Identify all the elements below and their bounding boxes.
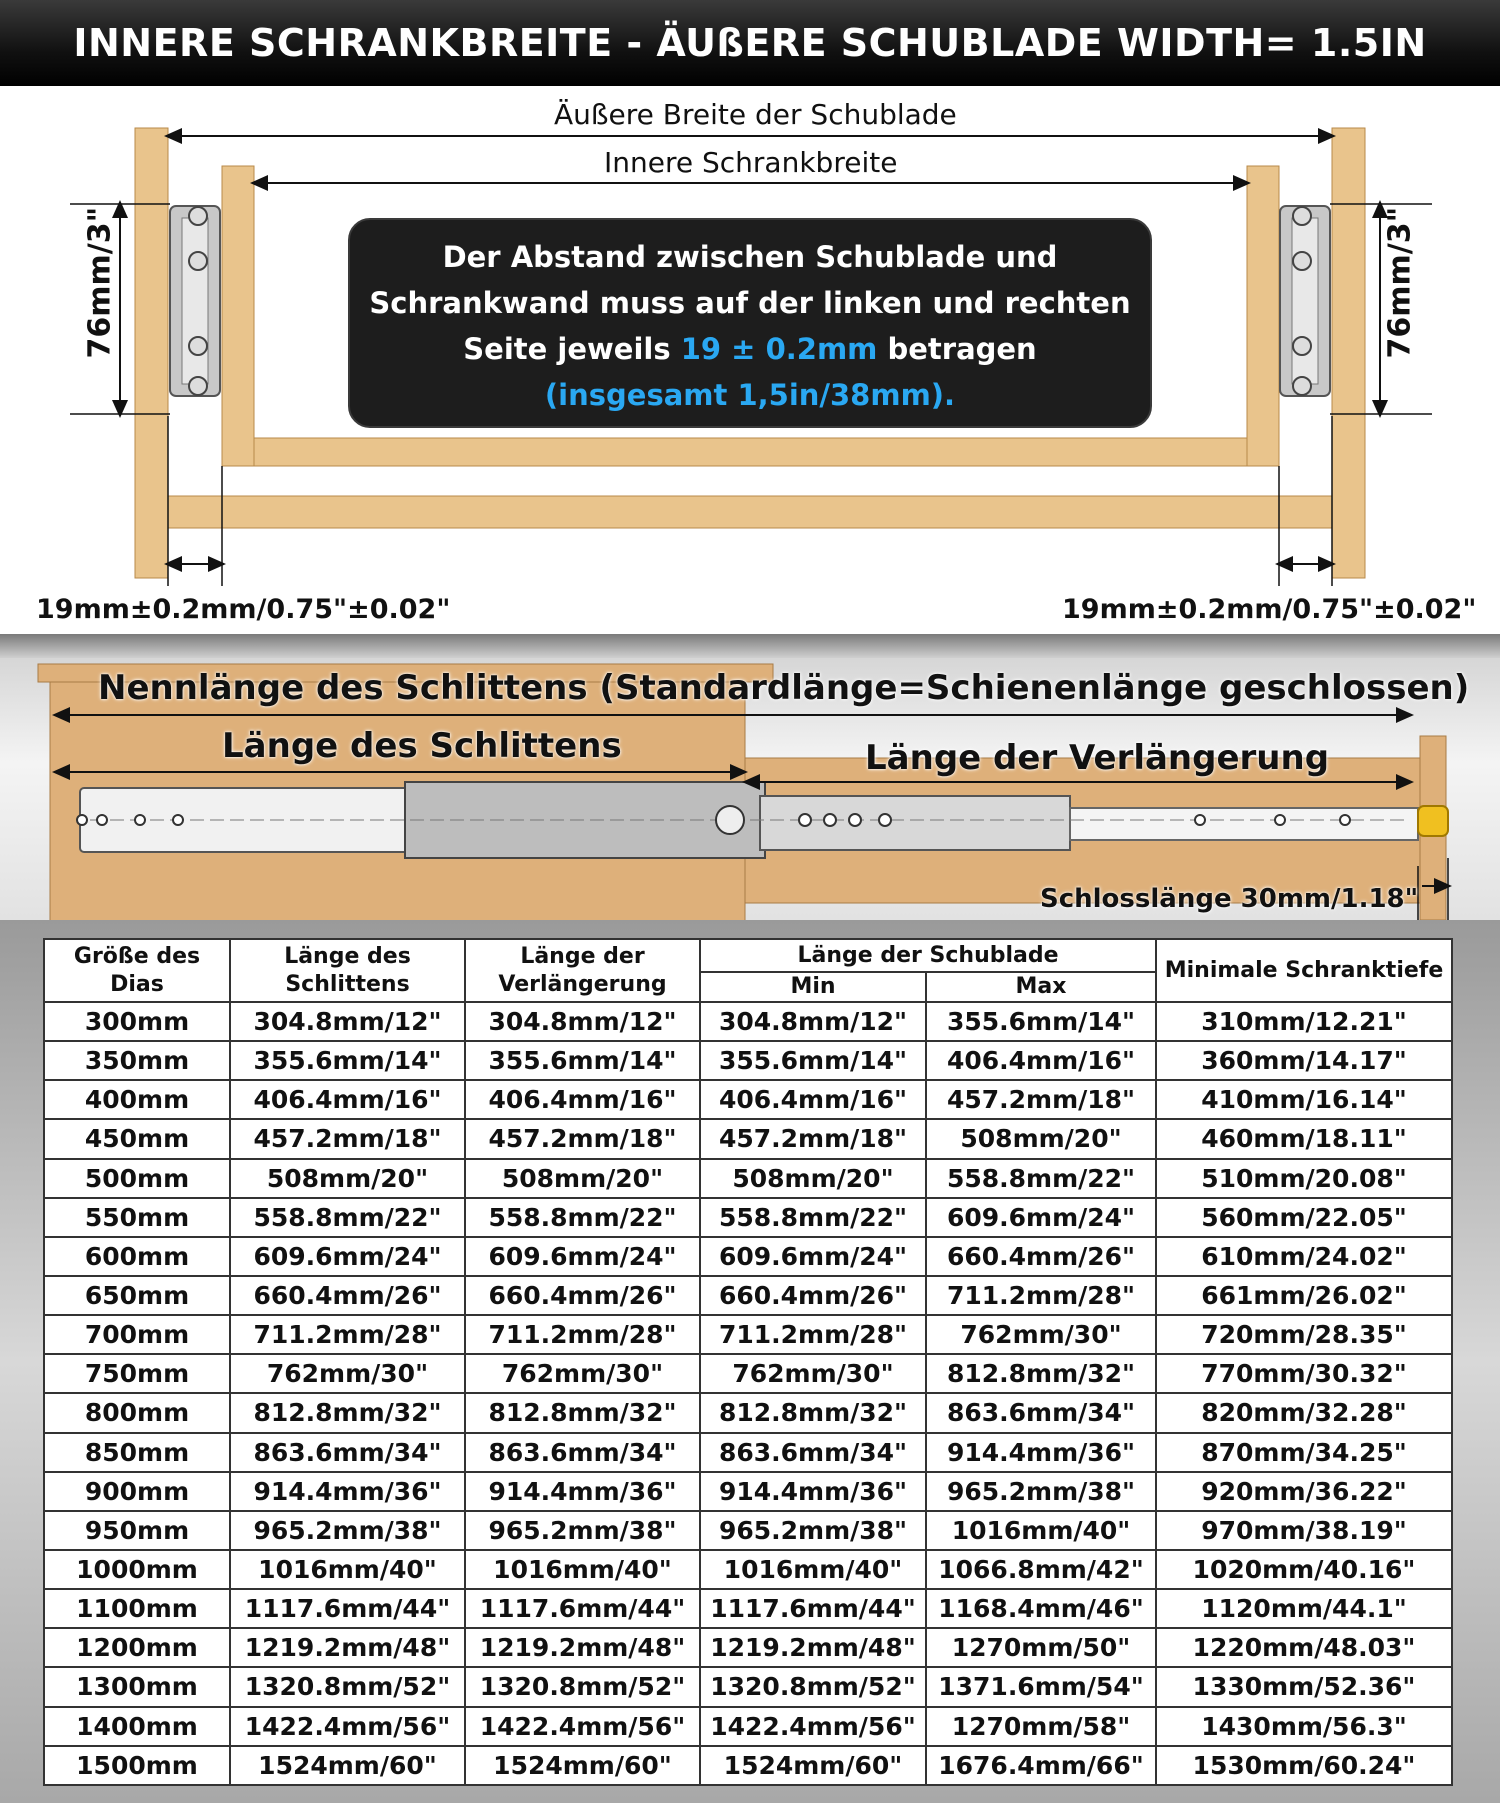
- notice-line-1: Der Abstand zwischen Schublade und: [442, 240, 1058, 274]
- cell-drawer-min: 1320.8mm/52": [700, 1667, 926, 1706]
- cell-cabinet-depth: 1020mm/40.16": [1156, 1550, 1452, 1589]
- right-gap-label: 19mm±0.2mm/0.75"±0.02": [1062, 594, 1477, 625]
- cell-drawer-max: 812.8mm/32": [926, 1354, 1156, 1393]
- cell-extension: 1320.8mm/52": [465, 1667, 700, 1706]
- cell-extension: 965.2mm/38": [465, 1511, 700, 1550]
- table-row: [44, 1667, 1452, 1706]
- cell-slide-length: 558.8mm/22": [230, 1198, 465, 1237]
- table-row: [44, 1354, 1452, 1393]
- cell-slide-length: 863.6mm/34": [230, 1433, 465, 1472]
- cell-cabinet-depth: 310mm/12.21": [1156, 1002, 1452, 1041]
- cell-cabinet-depth: 661mm/26.02": [1156, 1276, 1452, 1315]
- cell-drawer-min: 508mm/20": [700, 1159, 926, 1198]
- cell-drawer-min: 1117.6mm/44": [700, 1589, 926, 1628]
- cell-size: 800mm: [44, 1393, 230, 1432]
- cabinet-bottom: [168, 496, 1332, 528]
- cell-slide-length: 914.4mm/36": [230, 1472, 465, 1511]
- cell-cabinet-depth: 770mm/30.32": [1156, 1354, 1452, 1393]
- right-slide-rail: [1280, 206, 1330, 396]
- header-min: Min: [700, 972, 926, 1002]
- notice-gap-value: 19 ± 0.2mm: [680, 332, 878, 366]
- outer-width-label: Äußere Breite der Schublade: [550, 98, 961, 131]
- extension-rail: [1070, 808, 1418, 840]
- cell-extension: 762mm/30": [465, 1354, 700, 1393]
- banner-title: INNERE SCHRANKBREITE - ÄUßERE SCHUBLADE WIDTH= 1.5IN: [73, 21, 1427, 65]
- cell-cabinet-depth: 1430mm/56.3": [1156, 1707, 1452, 1746]
- cell-slide-length: 508mm/20": [230, 1159, 465, 1198]
- cell-drawer-max: 965.2mm/38": [926, 1472, 1156, 1511]
- cell-drawer-min: 304.8mm/12": [700, 1002, 926, 1041]
- notice-line-4: (insgesamt 1,5in/38mm).: [544, 378, 956, 412]
- cell-cabinet-depth: 1220mm/48.03": [1156, 1628, 1452, 1667]
- cell-drawer-max: 711.2mm/28": [926, 1276, 1156, 1315]
- table-row: [44, 1198, 1452, 1237]
- cell-slide-length: 762mm/30": [230, 1354, 465, 1393]
- cell-cabinet-depth: 510mm/20.08": [1156, 1159, 1452, 1198]
- left-slide-rail: [170, 206, 220, 396]
- cell-cabinet-depth: 720mm/28.35": [1156, 1315, 1452, 1354]
- spec-table: [43, 938, 1453, 1786]
- notice-line-2: Schrankwand muss auf der linken und rechten: [369, 286, 1131, 320]
- section-separator: [0, 634, 1500, 658]
- cell-drawer-min: 863.6mm/34": [700, 1433, 926, 1472]
- cell-cabinet-depth: 970mm/38.19": [1156, 1511, 1452, 1550]
- right-cabinet-wall: [1332, 128, 1365, 578]
- cell-drawer-max: 863.6mm/34": [926, 1393, 1156, 1432]
- cell-extension: 863.6mm/34": [465, 1433, 700, 1472]
- cell-drawer-min: 660.4mm/26": [700, 1276, 926, 1315]
- cell-slide-length: 812.8mm/32": [230, 1393, 465, 1432]
- cell-cabinet-depth: 920mm/36.22": [1156, 1472, 1452, 1511]
- extension-length-label: Länge der Verlängerung: [865, 738, 1330, 778]
- cell-drawer-min: 355.6mm/14": [700, 1041, 926, 1080]
- cell-cabinet-depth: 1330mm/52.36": [1156, 1667, 1452, 1706]
- left-cabinet-wall: [135, 128, 168, 578]
- cell-extension: 812.8mm/32": [465, 1393, 700, 1432]
- cell-drawer-min: 1016mm/40": [700, 1550, 926, 1589]
- cell-size: 1200mm: [44, 1628, 230, 1667]
- cell-size: 1000mm: [44, 1550, 230, 1589]
- cell-size: 600mm: [44, 1237, 230, 1276]
- cell-drawer-max: 558.8mm/22": [926, 1159, 1156, 1198]
- cell-slide-length: 1016mm/40": [230, 1550, 465, 1589]
- header-extension: Länge der Verlängerung: [465, 939, 700, 1002]
- cell-drawer-min: 1219.2mm/48": [700, 1628, 926, 1667]
- cell-extension: 609.6mm/24": [465, 1237, 700, 1276]
- header-slide-length: Länge des Schlittens: [230, 939, 465, 1002]
- cell-cabinet-depth: 360mm/14.17": [1156, 1041, 1452, 1080]
- table-row: [44, 1589, 1452, 1628]
- cell-slide-length: 711.2mm/28": [230, 1315, 465, 1354]
- cell-slide-length: 1117.6mm/44": [230, 1589, 465, 1628]
- cell-slide-length: 1320.8mm/52": [230, 1667, 465, 1706]
- cell-drawer-max: 762mm/30": [926, 1315, 1156, 1354]
- cell-size: 650mm: [44, 1276, 230, 1315]
- cell-cabinet-depth: 410mm/16.14": [1156, 1080, 1452, 1119]
- cell-cabinet-depth: 1530mm/60.24": [1156, 1746, 1452, 1785]
- table-row: [44, 1276, 1452, 1315]
- cell-extension: 304.8mm/12": [465, 1002, 700, 1041]
- cell-size: 1400mm: [44, 1707, 230, 1746]
- cell-drawer-min: 558.8mm/22": [700, 1198, 926, 1237]
- cell-cabinet-depth: 560mm/22.05": [1156, 1198, 1452, 1237]
- cell-slide-length: 1219.2mm/48": [230, 1628, 465, 1667]
- table-row: [44, 1746, 1452, 1785]
- table-row: [44, 1119, 1452, 1158]
- cell-drawer-max: 1016mm/40": [926, 1511, 1156, 1550]
- cell-drawer-max: 609.6mm/24": [926, 1198, 1156, 1237]
- left-height-label: 76mm/3": [82, 206, 118, 359]
- table-row: [44, 1393, 1452, 1432]
- table-row: [44, 1002, 1452, 1041]
- slide-length-label: Länge des Schlittens: [222, 726, 622, 766]
- cell-slide-length: 457.2mm/18": [230, 1119, 465, 1158]
- cell-extension: 1422.4mm/56": [465, 1707, 700, 1746]
- cell-drawer-min: 1524mm/60": [700, 1746, 926, 1785]
- cell-slide-length: 609.6mm/24": [230, 1237, 465, 1276]
- cell-drawer-min: 711.2mm/28": [700, 1315, 926, 1354]
- cell-size: 700mm: [44, 1315, 230, 1354]
- notice-line-3: [350, 326, 1150, 372]
- cell-drawer-min: 914.4mm/36": [700, 1472, 926, 1511]
- page-banner: [0, 0, 1500, 86]
- right-drawer-side: [1247, 166, 1279, 466]
- cell-extension: 660.4mm/26": [465, 1276, 700, 1315]
- cell-drawer-max: 1270mm/50": [926, 1628, 1156, 1667]
- cell-drawer-min: 609.6mm/24": [700, 1237, 926, 1276]
- cell-drawer-min: 812.8mm/32": [700, 1393, 926, 1432]
- header-max: Max: [926, 972, 1156, 1002]
- cell-slide-length: 1524mm/60": [230, 1746, 465, 1785]
- lock-mechanism: [1418, 806, 1448, 836]
- cell-size: 750mm: [44, 1354, 230, 1393]
- nominal-length-label: Nennlänge des Schlittens (Standardlänge=Schienenlänge geschlossen): [98, 668, 1470, 708]
- cell-drawer-max: 457.2mm/18": [926, 1080, 1156, 1119]
- cell-extension: 1219.2mm/48": [465, 1628, 700, 1667]
- cell-cabinet-depth: 870mm/34.25": [1156, 1433, 1452, 1472]
- cell-size: 350mm: [44, 1041, 230, 1080]
- cell-drawer-max: 355.6mm/14": [926, 1002, 1156, 1041]
- left-gap-label: 19mm±0.2mm/0.75"±0.02": [36, 594, 451, 625]
- cell-size: 900mm: [44, 1472, 230, 1511]
- cell-size: 1500mm: [44, 1746, 230, 1785]
- cell-slide-length: 965.2mm/38": [230, 1511, 465, 1550]
- cell-drawer-max: 1371.6mm/54": [926, 1667, 1156, 1706]
- table-row: [44, 1550, 1452, 1589]
- table-row: [44, 1159, 1452, 1198]
- cell-size: 400mm: [44, 1080, 230, 1119]
- cell-size: 450mm: [44, 1119, 230, 1158]
- cell-size: 500mm: [44, 1159, 230, 1198]
- cell-extension: 914.4mm/36": [465, 1472, 700, 1511]
- cell-extension: 1117.6mm/44": [465, 1589, 700, 1628]
- lock-length-label: Schlosslänge 30mm/1.18": [1040, 884, 1419, 914]
- cell-size: 300mm: [44, 1002, 230, 1041]
- cell-drawer-max: 406.4mm/16": [926, 1041, 1156, 1080]
- cell-extension: 1016mm/40": [465, 1550, 700, 1589]
- cell-drawer-max: 914.4mm/36": [926, 1433, 1156, 1472]
- cell-slide-length: 1422.4mm/56": [230, 1707, 465, 1746]
- cell-slide-length: 660.4mm/26": [230, 1276, 465, 1315]
- cell-drawer-min: 457.2mm/18": [700, 1119, 926, 1158]
- notice-line-3-pre: Seite jeweils: [463, 332, 681, 366]
- drawer-bottom: [254, 438, 1247, 466]
- cell-drawer-max: 1270mm/58": [926, 1707, 1156, 1746]
- cell-cabinet-depth: 610mm/24.02": [1156, 1237, 1452, 1276]
- cell-extension: 711.2mm/28": [465, 1315, 700, 1354]
- cell-drawer-min: 1422.4mm/56": [700, 1707, 926, 1746]
- cell-extension: 355.6mm/14": [465, 1041, 700, 1080]
- cell-drawer-max: 1168.4mm/46": [926, 1589, 1156, 1628]
- slide-length-diagram: [0, 658, 1500, 920]
- cell-extension: 1524mm/60": [465, 1746, 700, 1785]
- cell-extension: 406.4mm/16": [465, 1080, 700, 1119]
- cell-extension: 558.8mm/22": [465, 1198, 700, 1237]
- cell-extension: 457.2mm/18": [465, 1119, 700, 1158]
- cell-cabinet-depth: 460mm/18.11": [1156, 1119, 1452, 1158]
- left-drawer-side: [222, 166, 254, 466]
- notice-line-3-post: betragen: [877, 332, 1037, 366]
- spec-table-body: [44, 1002, 1452, 1785]
- cell-drawer-min: 762mm/30": [700, 1354, 926, 1393]
- header-cabinet-depth: Minimale Schranktiefe: [1156, 939, 1452, 1002]
- cell-drawer-max: 508mm/20": [926, 1119, 1156, 1158]
- cell-extension: 508mm/20": [465, 1159, 700, 1198]
- cell-drawer-min: 965.2mm/38": [700, 1511, 926, 1550]
- cell-cabinet-depth: 820mm/32.28": [1156, 1393, 1452, 1432]
- cell-drawer-min: 406.4mm/16": [700, 1080, 926, 1119]
- cell-slide-length: 304.8mm/12": [230, 1002, 465, 1041]
- gap-notice-box: [348, 218, 1152, 428]
- table-row: [44, 1237, 1452, 1276]
- right-height-label: 76mm/3": [1382, 206, 1418, 359]
- cell-slide-length: 355.6mm/14": [230, 1041, 465, 1080]
- inner-width-label: Innere Schrankbreite: [600, 146, 901, 179]
- cell-slide-length: 406.4mm/16": [230, 1080, 465, 1119]
- cell-size: 1100mm: [44, 1589, 230, 1628]
- table-row: [44, 1511, 1452, 1550]
- cell-size: 550mm: [44, 1198, 230, 1237]
- table-row: [44, 1041, 1452, 1080]
- cell-size: 950mm: [44, 1511, 230, 1550]
- cell-drawer-max: 660.4mm/26": [926, 1237, 1156, 1276]
- cell-size: 1300mm: [44, 1667, 230, 1706]
- cell-drawer-max: 1066.8mm/42": [926, 1550, 1156, 1589]
- table-row: [44, 1433, 1452, 1472]
- table-row: [44, 1315, 1452, 1354]
- table-row: [44, 1472, 1452, 1511]
- header-drawer-length: Länge der Schublade: [700, 939, 1156, 972]
- cell-size: 850mm: [44, 1433, 230, 1472]
- cell-drawer-max: 1676.4mm/66": [926, 1746, 1156, 1785]
- cell-cabinet-depth: 1120mm/44.1": [1156, 1589, 1452, 1628]
- header-size: Größe des Dias: [44, 939, 230, 1002]
- table-row: [44, 1707, 1452, 1746]
- table-row: [44, 1080, 1452, 1119]
- table-row: [44, 1628, 1452, 1667]
